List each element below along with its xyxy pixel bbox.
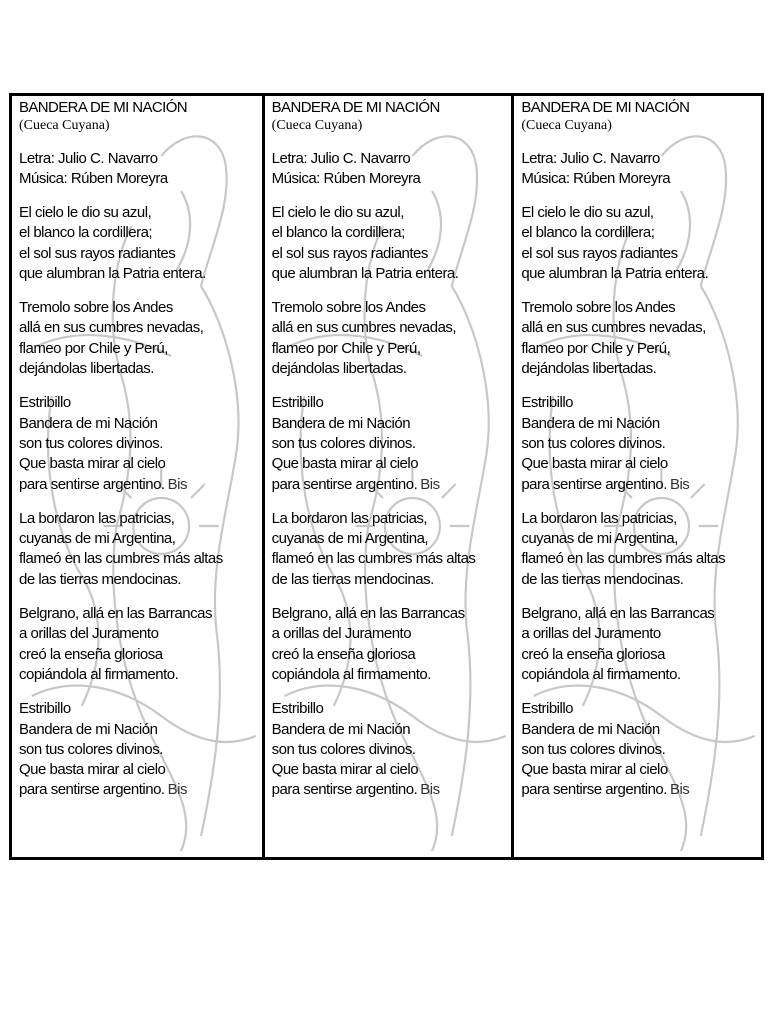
lyric-line (19, 264, 262, 284)
lyric-line (272, 665, 512, 685)
lyric-text: son tus colores divinos. (19, 740, 163, 758)
lyric-line (521, 509, 761, 529)
lyric-line (521, 434, 761, 454)
lyric-line (272, 434, 512, 454)
lyric-text: El cielo le dio su azul, (19, 204, 152, 221)
lyric-text: Estribillo (271, 394, 324, 412)
lyrics-column-2 (262, 96, 512, 857)
lyric-text: son tus colores divinos. (521, 740, 666, 758)
stanza (272, 699, 512, 800)
song-title: BANDERA DE MI NACIÓN (271, 99, 440, 116)
lyric-line (19, 434, 262, 454)
song-credits (19, 149, 262, 189)
stanza (521, 203, 761, 284)
lyric-line (19, 780, 262, 800)
lyric-text: copiándola al firmamento. (271, 665, 431, 683)
stanza (19, 604, 262, 685)
lyric-text: La bordaron las patricias, (271, 509, 428, 527)
stanza (19, 203, 262, 284)
lyric-text: Estribillo (19, 394, 71, 412)
repeat-marker: Bis (167, 475, 187, 493)
lyric-line (19, 318, 262, 338)
lyric-line (272, 604, 512, 624)
song-credits (521, 149, 761, 189)
composer: Música: Rúben Moreyra (521, 170, 671, 187)
lyric-line (19, 760, 262, 780)
lyrics-content (521, 99, 761, 801)
lyric-line (19, 699, 262, 719)
lyric-text: Que basta mirar al cielo (19, 761, 166, 779)
lyric-line (272, 549, 512, 569)
lyric-text: Tremolo sobre los Andes (271, 299, 426, 317)
lyric-text: para sentirse argentino. (521, 475, 667, 493)
lyric-text: a orillas del Juramento (19, 625, 159, 643)
lyric-text: cuyanas de mi Argentina, (19, 530, 176, 548)
lyric-line (272, 529, 512, 549)
lyric-line (19, 665, 262, 685)
lyric-text: La bordaron las patricias, (19, 509, 175, 527)
lyric-text: son tus colores divinos. (521, 434, 666, 452)
stanza (521, 509, 761, 590)
lyric-text: para sentirse argentino. (19, 475, 165, 493)
lyric-text: Belgrano, allá en las Barrancas (521, 605, 715, 623)
lyric-line (272, 339, 512, 359)
lyric-text: Que basta mirar al cielo (19, 455, 166, 473)
stanza (19, 393, 262, 494)
lyric-line (19, 509, 262, 529)
lyricist: Letra: Julio C. Navarro (271, 150, 411, 167)
lyric-text: Estribillo (271, 700, 324, 718)
song-title: BANDERA DE MI NACIÓN (19, 99, 188, 116)
lyric-text: Bandera de mi Nación (19, 414, 158, 432)
lyric-line (19, 223, 262, 243)
lyric-text: para sentirse argentino. (521, 781, 667, 799)
lyric-line (521, 570, 761, 590)
lyric-line (272, 318, 512, 338)
lyric-line (521, 604, 761, 624)
lyric-text: que alumbran la Patria entera. (19, 264, 206, 282)
lyric-text: que alumbran la Patria entera. (271, 264, 459, 282)
repeat-marker: Bis (167, 781, 187, 799)
lyric-text: de las tierras mendocinas. (521, 570, 684, 588)
lyric-text: creó la enseña gloriosa (521, 645, 665, 663)
song-genre: (Cueca Cuyana) (521, 118, 612, 133)
lyric-line (19, 298, 262, 318)
lyric-line (521, 475, 761, 495)
lyric-line (521, 298, 761, 318)
lyric-line (521, 318, 761, 338)
lyric-text: para sentirse argentino. (19, 781, 165, 799)
lyric-line (272, 475, 512, 495)
lyric-line (272, 454, 512, 474)
stanza (521, 393, 761, 494)
lyrics-content (19, 99, 262, 801)
lyric-line (521, 359, 761, 379)
lyric-text: La bordaron las patricias, (521, 509, 677, 527)
lyric-line (272, 264, 512, 284)
lyric-text: dejándolas libertadas. (521, 360, 657, 378)
lyric-line (272, 720, 512, 740)
lyric-text: Estribillo (19, 700, 71, 718)
lyric-line (272, 414, 512, 434)
lyric-text: Tremolo sobre los Andes (19, 299, 173, 317)
lyric-text: flameó en las cumbres más altas (19, 550, 223, 568)
lyric-line (19, 203, 262, 223)
lyric-text: Bandera de mi Nación (271, 414, 411, 432)
lyric-line (272, 203, 512, 223)
lyrics-column-3 (511, 96, 761, 857)
lyric-text: el blanco la cordillera; (521, 224, 655, 242)
lyric-line (272, 509, 512, 529)
lyric-line (521, 223, 761, 243)
stanza (19, 699, 262, 800)
lyric-text: el blanco la cordillera; (19, 224, 153, 242)
lyric-line (19, 393, 262, 413)
lyric-line (19, 645, 262, 665)
lyric-text: el sol sus rayos radiantes (19, 244, 176, 262)
lyric-line (272, 298, 512, 318)
lyric-text: flameo por Chile y Perú, (521, 339, 671, 357)
lyric-text: creó la enseña gloriosa (271, 645, 416, 663)
lyric-text: Belgrano, allá en las Barrancas (271, 605, 465, 623)
lyrics-column-1 (12, 96, 262, 857)
lyric-line (521, 264, 761, 284)
lyric-text: cuyanas de mi Argentina, (521, 530, 678, 548)
stanza (19, 509, 262, 590)
lyric-line (272, 244, 512, 264)
lyric-line (19, 604, 262, 624)
lyric-text: para sentirse argentino. (271, 475, 418, 493)
lyric-line (272, 760, 512, 780)
stanza (521, 604, 761, 685)
lyric-text: Bandera de mi Nación (521, 720, 660, 738)
lyric-line (19, 740, 262, 760)
song-genre: (Cueca Cuyana) (271, 118, 363, 133)
lyric-line (521, 549, 761, 569)
lyric-line (19, 549, 262, 569)
lyric-line (272, 393, 512, 413)
lyric-text: Que basta mirar al cielo (521, 455, 668, 473)
lyric-text: que alumbran la Patria entera. (521, 264, 709, 282)
stanza (19, 298, 262, 379)
lyric-text: Estribillo (521, 394, 574, 412)
lyric-text: flameó en las cumbres más altas (271, 550, 476, 568)
lyric-line (272, 223, 512, 243)
lyric-text: Que basta mirar al cielo (521, 761, 668, 779)
lyrics-sheet (9, 93, 764, 860)
lyric-text: flameo por Chile y Perú, (271, 339, 421, 357)
lyric-line (521, 624, 761, 644)
repeat-marker: Bis (669, 781, 690, 799)
stanza (521, 298, 761, 379)
song-title: BANDERA DE MI NACIÓN (521, 99, 690, 116)
lyric-text: El cielo le dio su azul, (521, 204, 654, 221)
composer: Música: Rúben Moreyra (271, 170, 421, 187)
lyric-text: Belgrano, allá en las Barrancas (19, 605, 212, 623)
lyric-text: de las tierras mendocinas. (271, 570, 434, 588)
composer: Música: Rúben Moreyra (19, 170, 168, 187)
lyric-line (521, 699, 761, 719)
lyric-line (272, 359, 512, 379)
lyric-line (521, 454, 761, 474)
lyric-text: allá en sus cumbres nevadas, (271, 319, 457, 337)
lyric-line (272, 780, 512, 800)
lyric-text: El cielo le dio su azul, (271, 204, 404, 221)
lyric-text: son tus colores divinos. (19, 434, 163, 452)
lyric-line (19, 475, 262, 495)
lyric-line (19, 720, 262, 740)
lyric-text: creó la enseña gloriosa (19, 645, 163, 663)
lyric-line (521, 665, 761, 685)
lyric-text: el sol sus rayos radiantes (521, 244, 678, 262)
lyric-text: flameo por Chile y Perú, (19, 339, 168, 357)
lyric-line (19, 624, 262, 644)
lyric-line (272, 699, 512, 719)
repeat-marker: Bis (420, 781, 440, 799)
stanza (272, 203, 512, 284)
lyric-line (521, 645, 761, 665)
lyric-line (19, 529, 262, 549)
lyric-text: copiándola al firmamento. (521, 665, 681, 683)
lyric-line (521, 393, 761, 413)
lyric-line (521, 720, 761, 740)
lyric-line (19, 414, 262, 434)
lyric-text: Bandera de mi Nación (19, 720, 158, 738)
lyric-text: dejándolas libertadas. (271, 360, 407, 378)
lyric-line (19, 454, 262, 474)
lyric-text: dejándolas libertadas. (19, 360, 154, 378)
lyric-line (521, 740, 761, 760)
lyric-text: flameó en las cumbres más altas (521, 550, 726, 568)
lyric-text: allá en sus cumbres nevadas, (521, 319, 706, 337)
stanza (272, 393, 512, 494)
lyric-text: Tremolo sobre los Andes (521, 299, 676, 317)
lyricist: Letra: Julio C. Navarro (521, 150, 660, 167)
lyric-line (19, 339, 262, 359)
lyric-text: copiándola al firmamento. (19, 665, 179, 683)
lyric-text: cuyanas de mi Argentina, (271, 530, 429, 548)
lyric-line (521, 529, 761, 549)
stanza (521, 699, 761, 800)
lyric-line (19, 244, 262, 264)
lyric-line (272, 645, 512, 665)
lyric-line (521, 244, 761, 264)
repeat-marker: Bis (420, 475, 440, 493)
lyric-text: para sentirse argentino. (271, 781, 418, 799)
stanza (272, 604, 512, 685)
lyrics-content (272, 99, 512, 801)
lyricist: Letra: Julio C. Navarro (19, 150, 158, 167)
lyric-line (521, 339, 761, 359)
lyric-text: el sol sus rayos radiantes (271, 244, 428, 262)
lyric-text: allá en sus cumbres nevadas, (19, 319, 204, 337)
lyric-line (521, 760, 761, 780)
lyric-text: el blanco la cordillera; (271, 224, 405, 242)
lyric-text: Que basta mirar al cielo (271, 455, 419, 473)
lyric-text: Estribillo (521, 700, 574, 718)
song-credits (272, 149, 512, 189)
lyric-line (19, 570, 262, 590)
lyric-line (19, 359, 262, 379)
repeat-marker: Bis (669, 475, 690, 493)
lyric-line (272, 570, 512, 590)
lyric-text: de las tierras mendocinas. (19, 570, 182, 588)
lyric-text: a orillas del Juramento (271, 625, 412, 643)
lyric-line (272, 740, 512, 760)
lyric-text: son tus colores divinos. (271, 434, 416, 452)
song-genre: (Cueca Cuyana) (19, 118, 110, 133)
lyric-text: son tus colores divinos. (271, 740, 416, 758)
lyric-text: Bandera de mi Nación (521, 414, 660, 432)
stanza (272, 298, 512, 379)
lyric-text: Que basta mirar al cielo (271, 761, 419, 779)
lyric-line (272, 624, 512, 644)
lyric-text: Bandera de mi Nación (271, 720, 411, 738)
lyric-line (521, 780, 761, 800)
lyric-text: a orillas del Juramento (521, 625, 661, 643)
lyric-line (521, 414, 761, 434)
stanza (272, 509, 512, 590)
lyric-line (521, 203, 761, 223)
